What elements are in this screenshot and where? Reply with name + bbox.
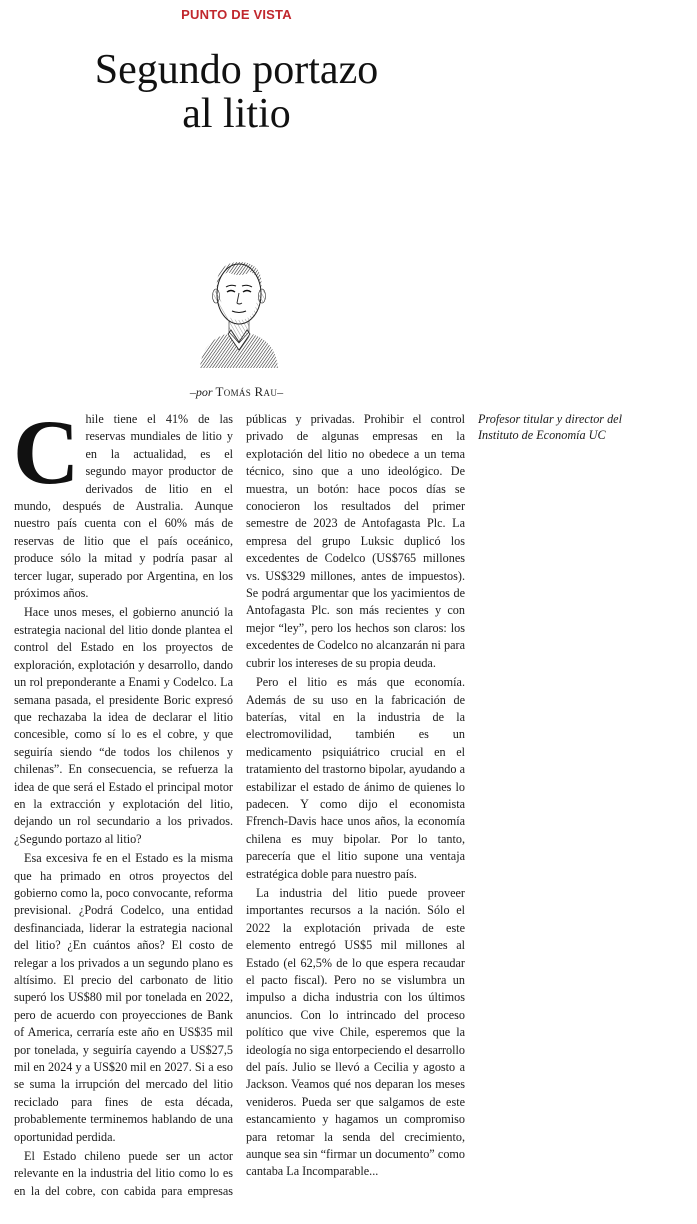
headline-line-1: Segundo portazo: [94, 47, 379, 93]
headline-line-2: al litio: [182, 91, 291, 137]
drop-cap: C: [13, 401, 80, 503]
article-paragraph: La industria del litio puede proveer importantes recursos a la nación. Sólo el 2022 la explotación privada de este elemento entregó US$5 mil millones al Estado (el 62,5% de lo que espera recaudar el pacto fiscal). Pero no se vislumbra un impulso a dicha industria con los últimos anuncios. Con lo intrincado del proceso político que vive Chile, esperemos que la ideología no siga entorpeciendo el desarrollo del país. Julio se llevó a Cecilia y agosto a Jackson. Veamos qué nos deparan los meses venideros. Pueda ser que salgamos de este estancamiento y hagamos un compromiso para retomar la senda del crecimiento, aunque sea sin “firmar un documento” como cantaba La Incomparable...: [246, 885, 465, 1179]
byline-prefix: –por: [189, 385, 213, 399]
section-label: PUNTO DE VISTA: [181, 7, 292, 22]
author-name: Tomás Rau: [215, 384, 278, 399]
article-paragraph: Esa excesiva fe en el Estado es la misma que ha primado en otros proyectos del gobierno como la, poco convocante, reforma previsional. ¿Podrá Codelco, una entidad desfinanciada, liderar la estrategia nacional del litio? ¿En cuántos años? El costo de relegar a los privados a un segundo plano es altísimo. El precio del carbonato de litio superó los US$80 mil por tonelada en 2022, pero de acuerdo con proyecciones de Bank of America, cerraría este año en US$35 mil por tonelada, y seguiría cayendo a US$27,5 mil en 2024 y a US$20 mil en 2027. Si a eso se suma la irrupción del mercado del litio reciclado para fines de esta década, probablemente terminemos hablando de una oportunidad perdida.: [14, 851, 233, 1144]
article-paragraph: El Estado chileno puede ser un actor relevante en la industria del litio como lo es en la del cobre, con cabida para empresas públicas y privadas. Prohibir el control privado de algunas empresas en la explotación del litio no obedece a un tema técnico, sino que a uno ideológico. De muestra, un botón: hace pocos días se conocieron los resultados del primer semestre de 2023 de Antofagasta Plc. La empresa del grupo Luksic duplicó los excedentes de Codelco (US$765 millones vs. US$329 millones, antes de impuestos). Se podrá argumentar que los yacimientos de Antofagasta Plc. son más recientes y con mejor “ley”, pero los hechos son claros: los excedentes de Codelco no alcanzarán ni para cubrir los intereses de su propia deuda.: [14, 412, 465, 1198]
author-signature: [478, 411, 697, 443]
article-paragraph: [13, 401, 233, 602]
article-paragraph: Pero el litio es más que economía. Además de su uso en la fabricación de baterías, vital en la industria de la electromovilidad, también es un medicamento psiquiátrico crucial en el tratamiento del trastorno bipolar, ayudando a estabilizar el estado de ánimo de quienes lo padecen. Y como dijo el economista Ffrench-Davis hace unos años, la economía chilena es muy bipolar. Por lo tanto, parecería que el litio supone una ventaja estratégica doble para nuestro país.: [246, 675, 465, 881]
byline-suffix: –: [277, 385, 284, 399]
author-portrait: [198, 250, 280, 368]
signature-line-1: Profesor titular y director del: [478, 412, 622, 426]
article-paragraph: Hace unos meses, el gobierno anunció la estrategia nacional del litio donde plantea el control del Estado en los proyectos de exploración, explotación y desarrollo, dando un rol preponderante a Enami y Codelco. La semana pasada, el presidente Boric expresó que rechazaba la idea de declarar el litio concesible, como sí lo es el cobre, y que seguiría siendo “de todos los chilenos y chilenas”. En consecuencia, se refuerza la idea de que será el Estado el principal motor en la extracción y explotación del litio, dejando un rol secundario a los privados. ¿Segundo portazo al litio?: [14, 605, 233, 846]
paragraph-text: hile tiene el 41% de las reservas mundiales de litio y en la actualidad, es el segundo mayor productor de derivados de litio en el mundo, después de Australia. Aunque nuestro país cuenta con el 60% más de reservas de litio que el país oceánico, produce sólo la mitad y podría pasar al tercer lugar, superado por Argentina, en los próximos años.: [14, 412, 233, 601]
signature-line-2: Instituto de Economía UC: [478, 428, 606, 442]
byline: [0, 384, 473, 400]
article-body: [13, 401, 622, 1206]
headline: [0, 48, 473, 136]
